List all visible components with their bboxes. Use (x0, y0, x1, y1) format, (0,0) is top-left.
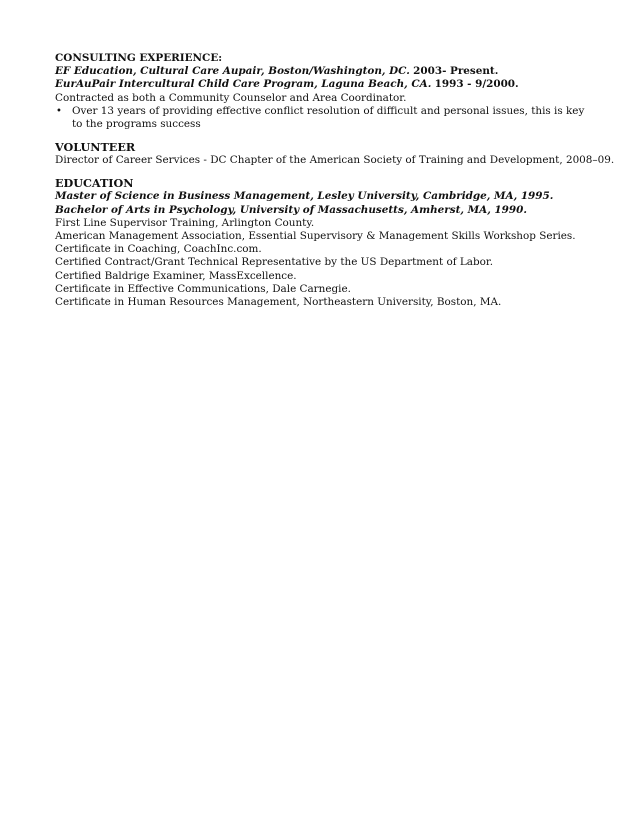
certificate-line: American Management Association, Essential Supervisory & Management Skills Workshop Series. (55, 230, 576, 243)
degree-line: Master of Science in Business Management, Lesley University, Cambridge, MA, 1995. (55, 190, 554, 203)
consulting-heading: CONSULTING EXPERIENCE: (55, 52, 223, 64)
bullet-icon: • (56, 105, 62, 117)
volunteer-heading: VOLUNTEER (55, 140, 136, 155)
consulting-section (55, 52, 585, 131)
education-section (55, 176, 585, 309)
bullet-text: Over 13 years of providing effective conflict resolution of difficult and personal issues, this is key to the programs success (72, 104, 585, 131)
job-dates: 2003- Present. (413, 65, 499, 78)
certificate-line: Certificate in Human Resources Management, Northeastern University, Boston, MA. (55, 296, 502, 309)
certificate-line: First Line Supervisor Training, Arlington County. (55, 216, 315, 229)
job-dates: 1993 - 9/2000. (434, 78, 519, 91)
job-org: EF Education, Cultural Care Aupair, Boston/Washington, DC. (55, 65, 410, 78)
certificate-line: Certificate in Effective Communications, Dale Carnegie. (55, 282, 351, 295)
degree-line: Bachelor of Arts in Psychology, University of Massachusetts, Amherst, MA, 1990. (55, 203, 527, 216)
job-entry (55, 78, 585, 91)
certificate-line: Certificate in Coaching, CoachInc.com. (55, 243, 262, 256)
education-heading: EDUCATION (55, 176, 134, 191)
volunteer-section (55, 140, 615, 167)
volunteer-line: Director of Career Services - DC Chapter of the American Society of Training and Development, 2008–09. (55, 154, 615, 167)
certificate-line: Certified Baldrige Examiner, MassExcellence. (55, 269, 297, 282)
consulting-description: Contracted as both a Community Counselor and Area Coordinator. (55, 91, 407, 104)
resume-page (55, 52, 615, 309)
bullet-item (55, 105, 585, 131)
job-entry (55, 65, 585, 78)
job-org: EurAuPair Intercultural Child Care Program, Laguna Beach, CA. (55, 78, 432, 91)
certificate-line: Certified Contract/Grant Technical Representative by the US Department of Labor. (55, 256, 494, 269)
consulting-bullets (55, 105, 585, 131)
